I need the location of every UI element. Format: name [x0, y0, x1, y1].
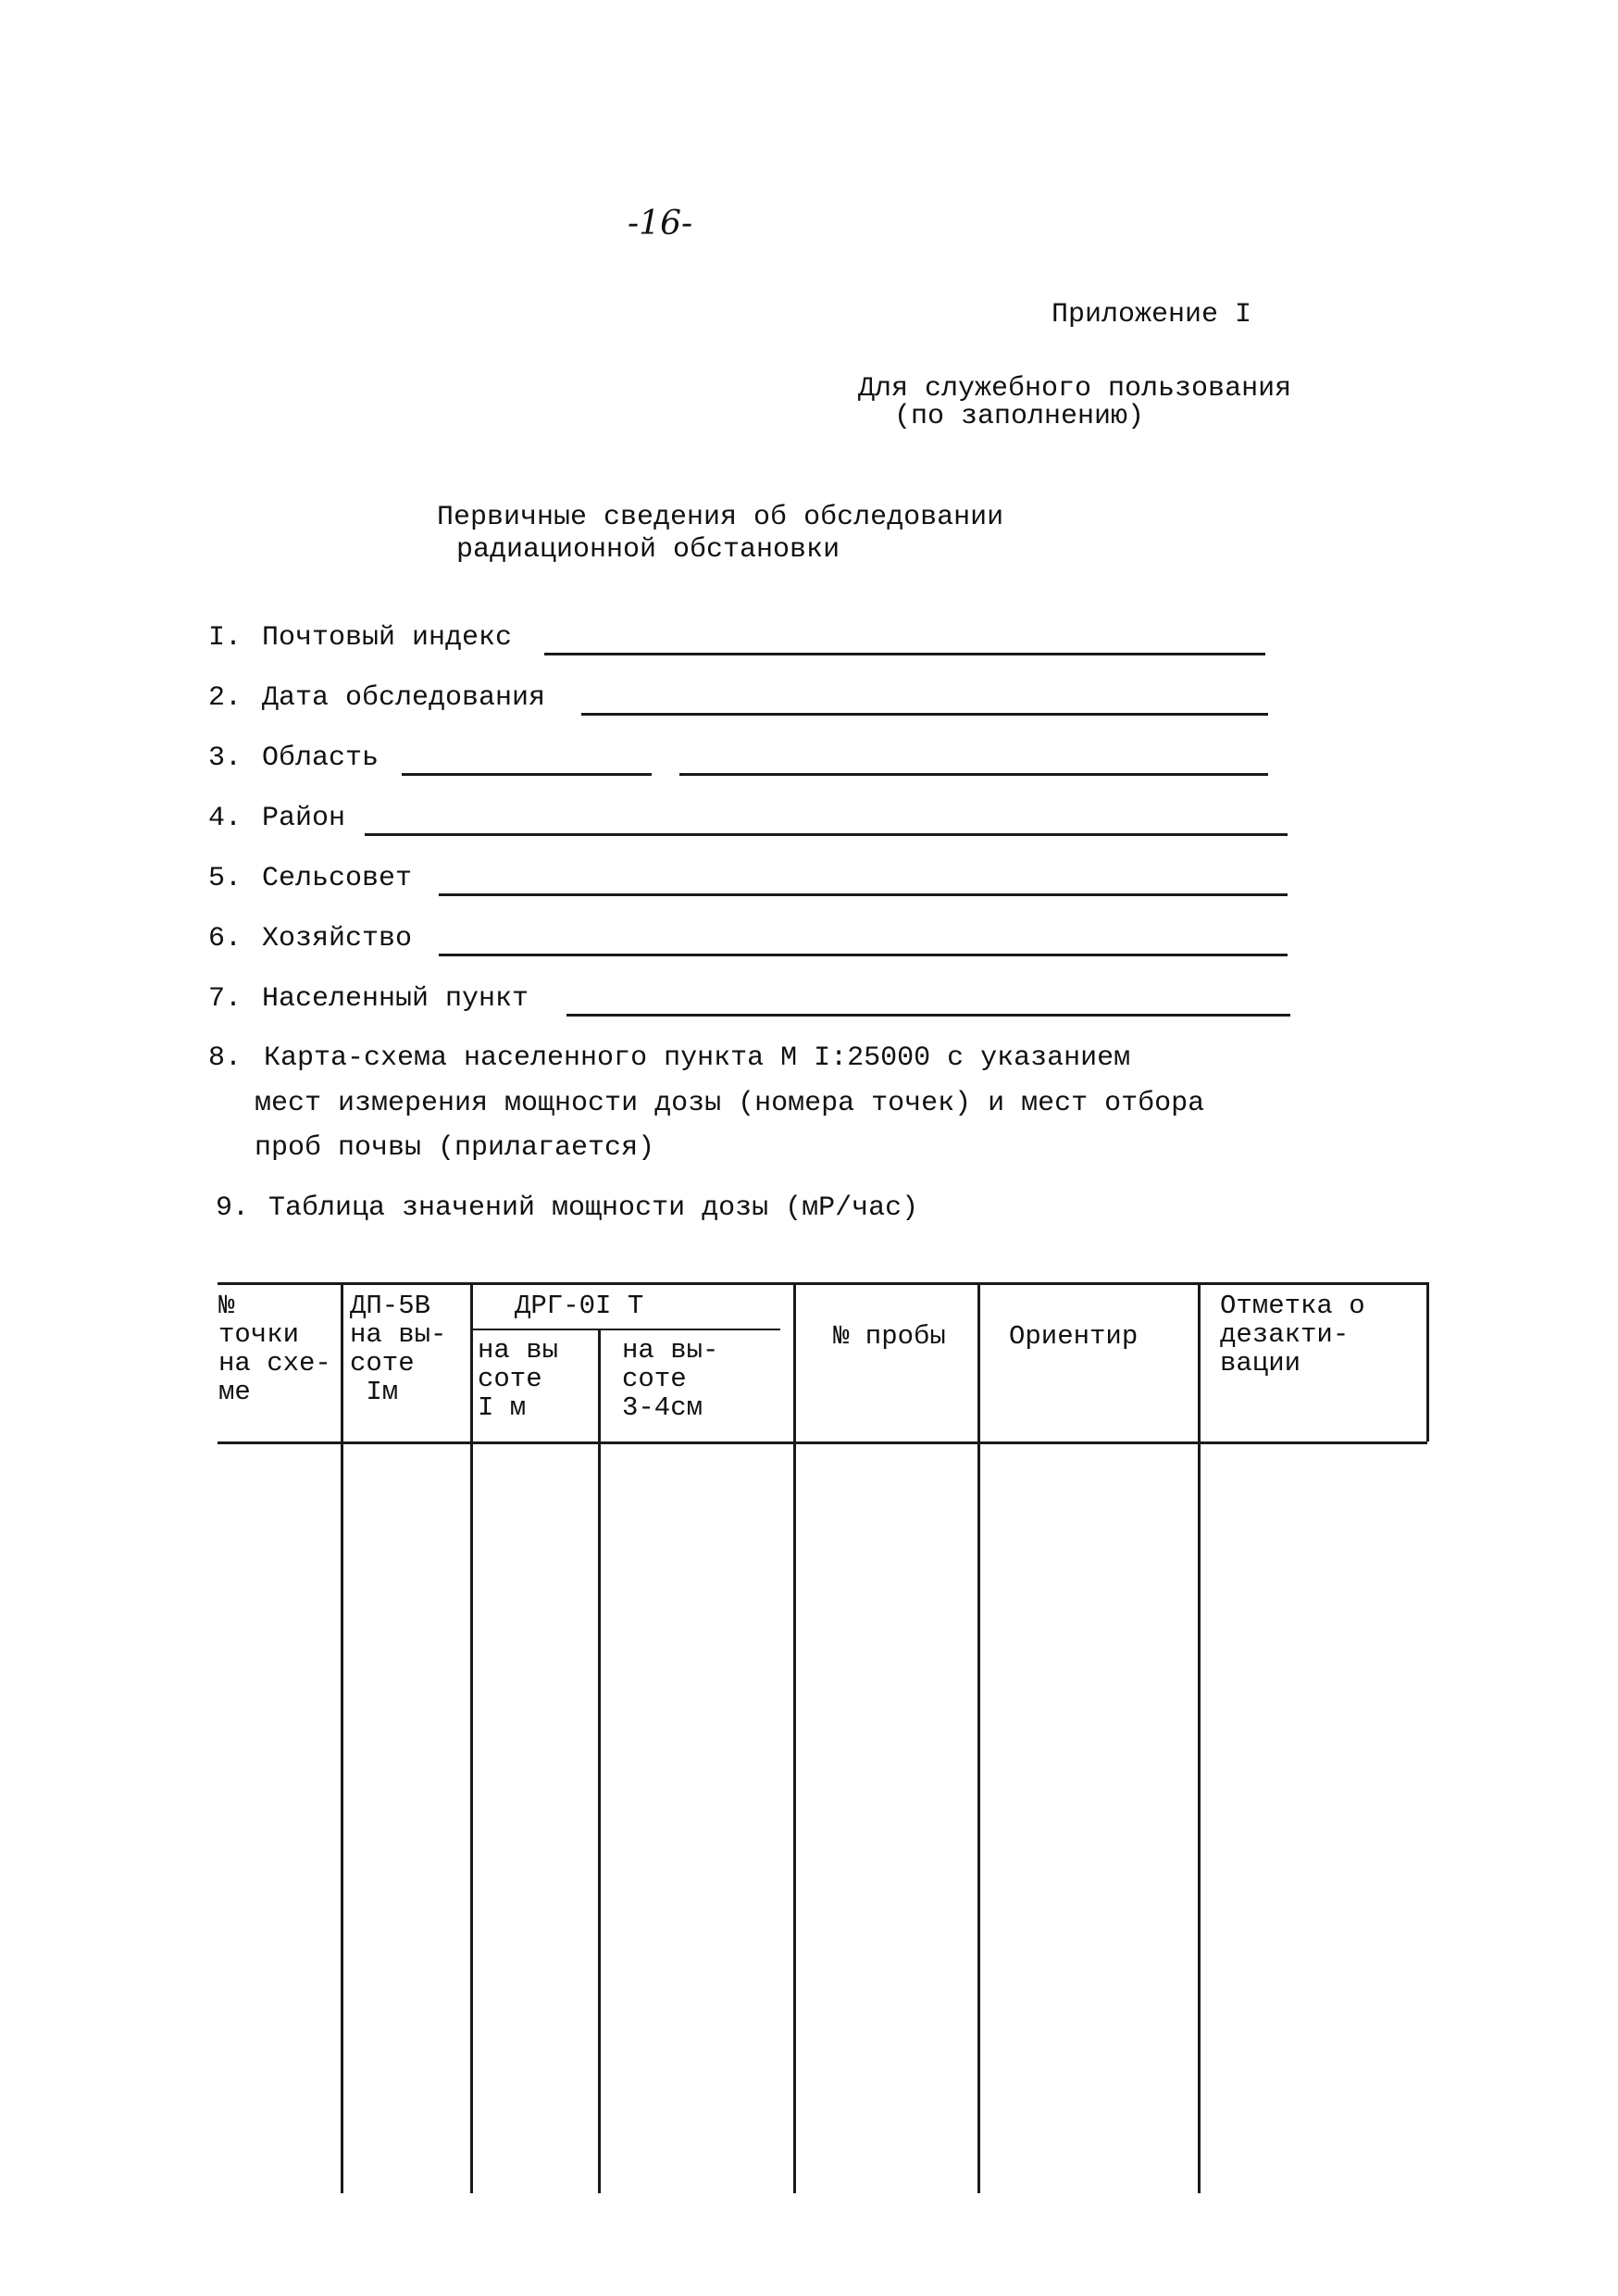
field-line-farm[interactable]	[439, 954, 1288, 956]
table-top-border	[218, 1282, 1427, 1285]
field-label-farm: Хозяйство	[262, 923, 413, 955]
field-line-postal-index[interactable]	[544, 653, 1265, 655]
table-group-divider	[471, 1329, 780, 1330]
item9-label: Таблица значений мощности дозы (мР/час)	[268, 1192, 919, 1224]
item8-line-1: Карта-схема населенного пункта М I:25000 с указанием	[264, 1042, 1131, 1074]
table-column-divider	[598, 1329, 601, 2193]
field-number: 5.	[208, 863, 243, 894]
field-line-region-1[interactable]	[402, 773, 652, 776]
field-label-region: Область	[262, 742, 380, 774]
field-label-village-council: Сельсовет	[262, 863, 413, 894]
item9-number: 9.	[216, 1192, 250, 1224]
appendix-label: Приложение I	[1052, 299, 1252, 331]
field-label-district: Район	[262, 803, 346, 834]
restriction-line-1: Для служебного пользования	[858, 373, 1292, 405]
item8-line-3: проб почвы (прилагается)	[255, 1132, 655, 1164]
field-number: 3.	[208, 742, 243, 774]
field-number: 6.	[208, 923, 243, 955]
table-header-border	[218, 1441, 1427, 1444]
header-drg-3-4cm: на вы- соте 3-4см	[622, 1335, 719, 1423]
table-right-border	[1426, 1282, 1429, 1441]
header-landmark: Ориентир	[1009, 1321, 1139, 1352]
header-drg-1m: на вы соте I м	[478, 1335, 559, 1423]
field-label-postal-index: Почтовый индекс	[262, 622, 513, 654]
field-number: I.	[208, 622, 243, 654]
field-label-settlement: Населенный пункт	[262, 983, 529, 1015]
item8-number: 8.	[208, 1042, 243, 1074]
field-number: 4.	[208, 803, 243, 834]
table-column-divider	[341, 1282, 343, 2193]
field-line-village-council[interactable]	[439, 893, 1288, 896]
restriction-line-2: (по заполнению)	[894, 401, 1145, 432]
header-point-number: № точки на схе- ме	[218, 1291, 331, 1407]
header-dp5v: ДП-5В на вы- соте Iм	[350, 1291, 447, 1407]
field-number: 2.	[208, 682, 243, 714]
item8-line-2: мест измерения мощности дозы (номера точек) и мест отбора	[255, 1088, 1205, 1119]
field-label-survey-date: Дата обследования	[262, 682, 546, 714]
table-column-divider	[470, 1282, 473, 2193]
header-sample-number: № пробы	[833, 1321, 946, 1352]
page-number: -16-	[628, 205, 693, 243]
title-line-2: радиационной обстановки	[456, 534, 840, 566]
header-drg01t: ДРГ-0I Т	[515, 1291, 644, 1321]
table-column-divider	[977, 1282, 980, 2193]
field-line-region-2[interactable]	[679, 773, 1268, 776]
table-column-divider	[1198, 1282, 1201, 2193]
field-line-district[interactable]	[365, 833, 1288, 836]
field-line-survey-date[interactable]	[581, 713, 1268, 716]
field-line-settlement[interactable]	[566, 1014, 1290, 1017]
field-number: 7.	[208, 983, 243, 1015]
table-column-divider	[793, 1282, 796, 2193]
header-decontamination: Отметка о дезакти- вации	[1220, 1291, 1365, 1379]
title-line-1: Первичные сведения об обследовании	[437, 502, 1004, 533]
